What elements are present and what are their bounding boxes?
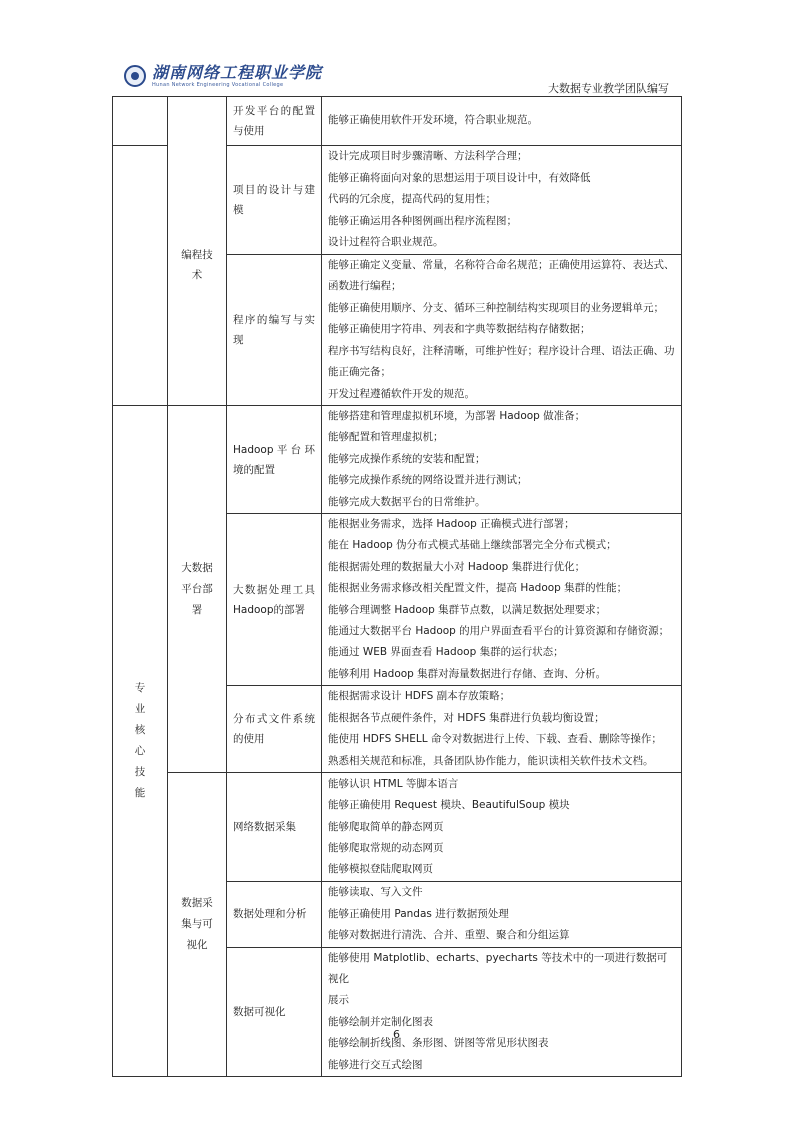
task-cell: 数据可视化 xyxy=(227,947,322,1076)
school-logo xyxy=(124,62,324,90)
content-cell: 设计完成项目时步骤清晰、方法科学合理； 能够正确将面向对象的思想运用于项目设计中，有效降低 代码的冗余度，提高代码的复用性； 能够正确运用各种图例画出程序流程图； 设计过程符合职业规范。 xyxy=(322,146,682,255)
task-cell: 大数据处理工具Hadoop的部署 xyxy=(227,514,322,686)
task-cell: 数据处理和分析 xyxy=(227,882,322,947)
content-cell: 能够读取、写入文件 能够正确使用 Pandas 进行数据预处理 能够对数据进行清洗、合并、重塑、聚合和分组运算 xyxy=(322,882,682,947)
content-cell: 能够使用 Matplotlib、echarts、pyecharts 等技术中的一项进行数据可视化 展示 能够绘制并定制化图表 能够绘制折线图、条形图、饼图等常见形状图表 能够进行交互式绘图 xyxy=(322,947,682,1076)
area-char: 心 xyxy=(134,744,146,757)
area-cell-core-skills xyxy=(113,406,168,1077)
school-name: 湖南网络工程职业学院 xyxy=(152,63,323,82)
module-label: 数据采集与可视化 xyxy=(181,897,213,952)
task-cell: 开发平台的配置与使用 xyxy=(227,97,322,146)
task-cell: 项目的设计与建模 xyxy=(227,146,322,255)
content-cell: 能根据需求设计 HDFS 副本存放策略； 能根据各节点硬件条件，对 HDFS 集群进行负载均衡设置； 能使用 HDFS SHELL 命令对数据进行上传、下载、查看、删除等操作； 熟悉相关规范和标准，具备团队协作能力，能识读相关软件技术文档。 xyxy=(322,686,682,773)
header-team: 大数据专业教学团队编写 xyxy=(548,82,669,95)
module-label: 编程技术 xyxy=(181,249,213,281)
task-cell: 程序的编写与实现 xyxy=(227,255,322,406)
area-char: 专 xyxy=(134,681,146,694)
content-cell: 能够搭建和管理虚拟机环境，为部署 Hadoop 做准备； 能够配置和管理虚拟机； 能够完成操作系统的安装和配置； 能够完成操作系统的网络设置并进行测试； 能够完成大数据平台的日常维护。 xyxy=(322,406,682,514)
area-cell xyxy=(113,146,168,406)
task-cell: Hadoop平台环境的配置 xyxy=(227,406,322,514)
module-label: 大数据平台部署 xyxy=(181,561,213,616)
content-cell: 能够认识 HTML 等脚本语言 能够正确使用 Request 模块、BeautifulSoup 模块 能够爬取简单的静态网页 能够爬取常规的动态网页 能够模拟登陆爬取网页 xyxy=(322,773,682,882)
module-cell-bigdata xyxy=(168,406,227,773)
area-char: 能 xyxy=(134,786,146,799)
table-row xyxy=(113,406,682,514)
area-cell-top xyxy=(113,97,168,146)
area-char: 业 xyxy=(134,702,146,715)
content-cell: 能够正确定义变量、常量，名称符合命名规范；正确使用运算符、表达式、 函数进行编程； 能够正确使用顺序、分支、循环三种控制结构实现项目的业务逻辑单元； 能够正确使用字符串、列表和字典等数据结构存储数据； 程序书写结构良好，注释清晰，可维护性好；程序设计合理、语法正确、功 能正确完备； 开发过程遵循软件开发的规范。 xyxy=(322,255,682,406)
table-row xyxy=(113,773,682,882)
task-cell: 分布式文件系统的使用 xyxy=(227,686,322,773)
school-seal-icon xyxy=(124,65,146,87)
table-row xyxy=(113,97,682,146)
task-cell: 网络数据采集 xyxy=(227,773,322,882)
area-char: 技 xyxy=(134,765,146,778)
area-char: 核 xyxy=(134,723,146,736)
content-cell: 能根据业务需求，选择 Hadoop 正确模式进行部署； 能在 Hadoop 伪分布式模式基础上继续部署完全分布式模式； 能根据需处理的数据量大小对 Hadoop 集群进行优化； 能根据业务需求修改相关配置文件，提高 Hadoop 集群的性能； 能够合理调整 Hadoop 集群节点数，以满足数据处理要求； 能通过大数据平台 Hadoop 的用户界面查看平台的计算资源和存储资源； 能通过 WEB 界面查看 Hadoop 集群的运行状态； 能够利用 Hadoop 集群对海量数据进行存储、查询、分析。 xyxy=(322,514,682,686)
skills-table xyxy=(112,97,682,1077)
content-cell: 能够正确使用软件开发环境，符合职业规范。 xyxy=(322,97,682,146)
page-number: 6 xyxy=(393,1028,400,1041)
module-cell-programming xyxy=(168,97,227,406)
school-name-en: Hunan Network Engineering Vocational College xyxy=(152,82,284,88)
